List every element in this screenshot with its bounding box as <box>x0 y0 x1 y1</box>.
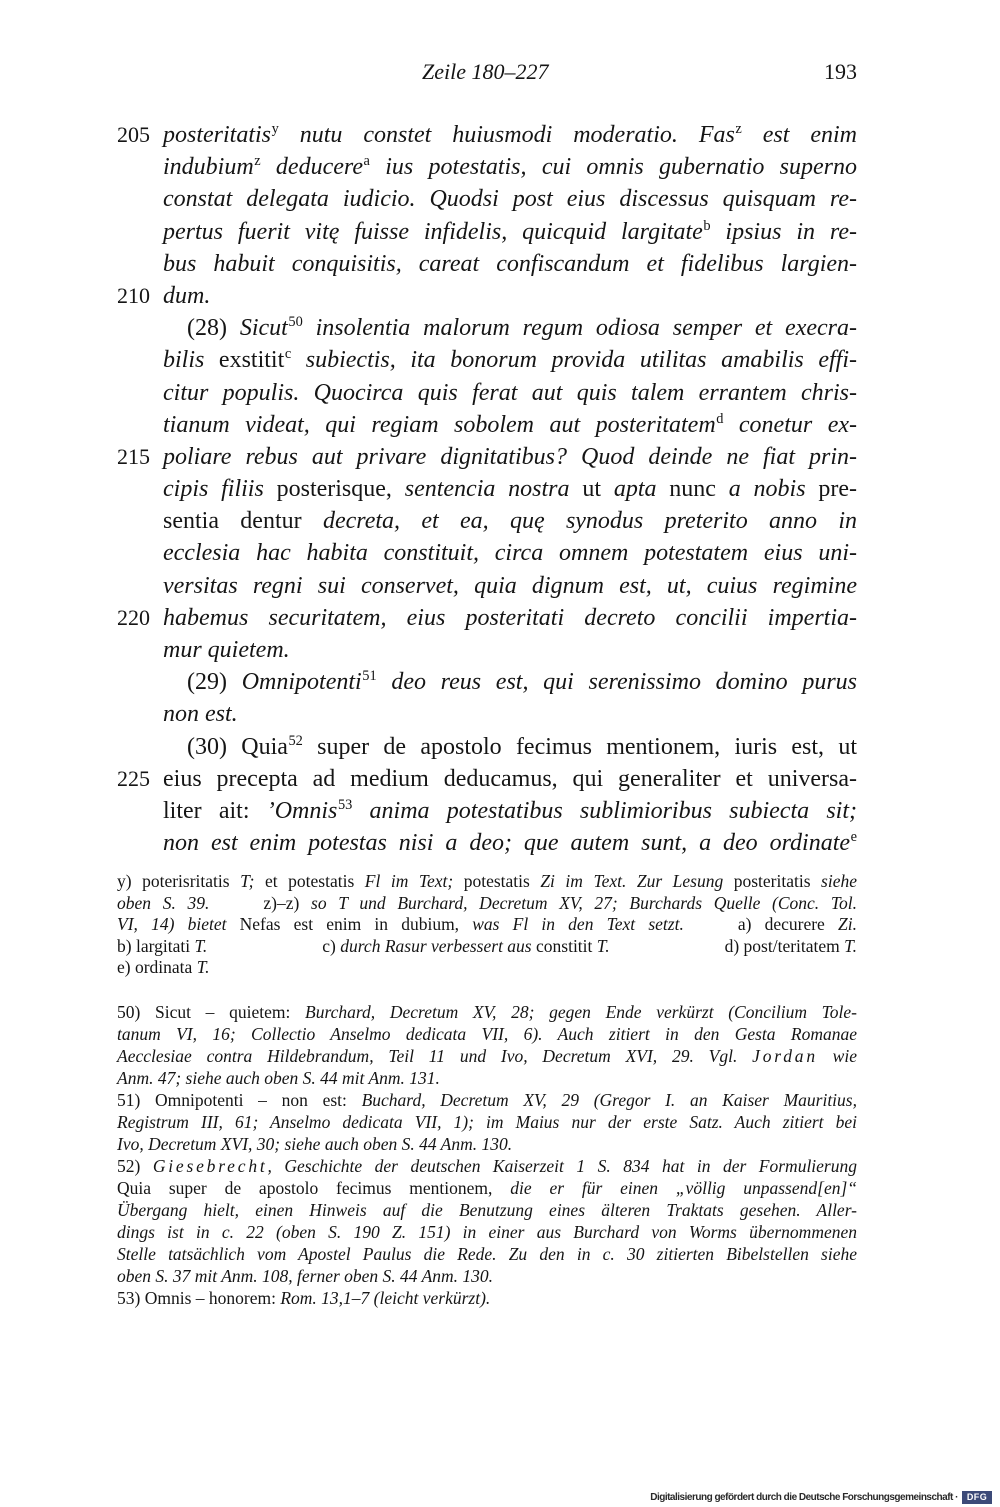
line-text <box>117 871 857 893</box>
line-text <box>117 1199 857 1221</box>
commentary-line <box>117 1067 857 1089</box>
roman-text: a) decurere <box>737 914 839 934</box>
commentary-line <box>117 1111 857 1133</box>
commentary-line <box>117 1199 857 1221</box>
italic-text: constat delegata iudicio. Quodsi post eius discessus quisquam re- <box>163 186 857 213</box>
italic-text: citur populis. Quocirca quis ferat aut quis talem errantem chris- <box>163 379 857 406</box>
italic-text: tianum videat, qui regiam sobolem aut posteritatem <box>163 411 716 438</box>
footnote-marker: z <box>254 153 261 170</box>
roman-text: (28) <box>187 315 240 342</box>
line-content <box>117 936 857 958</box>
text-line <box>117 280 857 312</box>
italic-text: Ivo, Decretum XVI, 30; siehe auch oben S. 44 Anm. 130. <box>117 1134 513 1154</box>
line-run <box>163 573 857 599</box>
commentary-line <box>117 1243 857 1265</box>
line-run <box>163 122 857 148</box>
line-number: 210 <box>117 282 150 308</box>
line-text <box>117 1133 512 1155</box>
line-text <box>117 914 857 936</box>
roman-text: y) poterisritatis <box>117 871 241 891</box>
italic-text: wie <box>817 1046 857 1066</box>
line-run <box>163 251 857 277</box>
line-run <box>117 1178 857 1198</box>
line-content <box>117 1265 857 1287</box>
line-run <box>117 1002 857 1022</box>
line-text <box>117 1111 857 1133</box>
roman-text: exstitit <box>204 347 285 374</box>
line-run <box>117 1024 857 1044</box>
italic-text: Sicut <box>239 315 288 342</box>
text-line <box>117 441 857 473</box>
apparatus-line <box>117 936 857 958</box>
text-line <box>117 570 857 602</box>
line-content <box>187 731 857 763</box>
line-run <box>117 1288 490 1308</box>
running-header <box>117 57 857 87</box>
line-text <box>117 1067 440 1089</box>
line-run <box>163 830 857 856</box>
footnote-marker: e <box>850 829 857 846</box>
line-content <box>163 377 857 409</box>
text-line <box>117 312 857 344</box>
line-content <box>163 537 857 569</box>
text-line <box>117 698 857 730</box>
line-run <box>163 219 857 245</box>
italic-text: subiectis, ita bonorum provida utilitas amabilis effi- <box>291 347 857 374</box>
italic-text: Omnipotenti <box>241 669 362 696</box>
italic-text: poliare rebus aut privare dignitatibus? Quod deinde ne fiat prin- <box>163 443 857 470</box>
footnote-marker: y <box>271 121 279 138</box>
text-line <box>117 216 857 248</box>
italic-text: deducere <box>260 154 363 181</box>
line-content <box>117 893 857 915</box>
roman-text: sentia dentur <box>163 508 323 535</box>
line-text <box>163 763 857 795</box>
roman-text: b) largitati <box>117 935 195 956</box>
footnote-marker: 53 <box>337 797 353 814</box>
roman-text: posterisque, <box>263 476 405 503</box>
line-run <box>163 637 290 663</box>
italic-text: nutu constet huiusmodi moderatio. Fas <box>278 122 735 148</box>
line-text <box>163 570 857 602</box>
apparatus-entry <box>117 914 684 934</box>
line-text <box>117 1089 857 1111</box>
text-line <box>117 409 857 441</box>
italic-text: pertus fuerit vitę fuisse infidelis, quicquid largitate <box>163 218 703 245</box>
line-text <box>163 537 857 569</box>
roman-text: ut <box>569 476 614 503</box>
italic-text: non est. <box>163 701 238 728</box>
roman-text: Quia super de apostolo fecimus mentionem, <box>117 1178 511 1198</box>
italic-text: Stelle tatsächlich vom Apostel Paulus die Rede. Zu den in c. 30 zitierten Bibelstellen siehe <box>117 1244 857 1264</box>
line-content <box>117 914 857 936</box>
line-run <box>163 444 857 470</box>
text-line <box>117 763 857 795</box>
line-run <box>163 154 857 180</box>
footnote-marker: a <box>363 153 370 170</box>
commentary-line <box>117 1045 857 1067</box>
line-run <box>187 669 857 695</box>
text-line <box>117 151 857 183</box>
italic-text: decreta, et ea, quę synodus preterito anno in <box>322 508 858 535</box>
text-line <box>117 795 857 827</box>
line-content <box>117 1177 857 1199</box>
text-line <box>117 183 857 215</box>
line-text <box>117 1177 857 1199</box>
apparatus-entry <box>263 893 857 913</box>
line-text <box>163 280 210 312</box>
line-run <box>163 605 857 631</box>
dfg-logo: DFG <box>962 1491 992 1504</box>
commentary-note <box>117 1155 857 1287</box>
line-content <box>117 1199 857 1221</box>
apparatus-entry <box>117 936 207 958</box>
footnote-marker: 52 <box>288 732 303 749</box>
line-content <box>117 1089 857 1111</box>
line-run <box>187 315 857 341</box>
commentary-note <box>117 1001 857 1089</box>
line-text <box>163 505 857 537</box>
commentary-line <box>117 1265 857 1287</box>
line-number: 205 <box>117 122 150 147</box>
italic-text: , Geschichte der deutschen Kaiserzeit 1 S. 834 hat in der Formulierung <box>267 1156 857 1176</box>
apparatus-line <box>117 914 857 936</box>
line-content <box>117 1001 857 1023</box>
italic-text: T; <box>240 871 255 891</box>
line-content <box>163 795 857 827</box>
line-content <box>117 1155 857 1177</box>
text-line <box>117 537 857 569</box>
italic-text: T. <box>844 935 857 956</box>
line-content <box>163 216 857 248</box>
italic-text: conetur ex- <box>723 411 858 438</box>
roman-text: eius precepta ad medium deducamus, qui generaliter et universa- <box>163 765 857 792</box>
line-text <box>163 795 857 827</box>
line-content <box>163 827 857 859</box>
line-run <box>117 1244 857 1264</box>
line-content <box>117 1243 857 1265</box>
line-run <box>117 1200 857 1220</box>
line-run <box>163 412 857 438</box>
line-text <box>163 216 857 248</box>
line-run <box>117 1222 857 1242</box>
italic-text: mur quietem. <box>163 637 290 663</box>
commentary-line <box>117 1287 857 1309</box>
critical-apparatus <box>117 871 857 979</box>
line-text <box>117 1023 857 1045</box>
line-content <box>117 957 857 979</box>
line-content <box>163 698 857 730</box>
footnote-marker: b <box>703 217 711 234</box>
roman-text: et potestatis <box>254 871 365 891</box>
text-line <box>117 473 857 505</box>
italic-text: Zi. <box>838 914 857 934</box>
line-content <box>163 634 857 666</box>
line-text <box>163 698 238 730</box>
roman-text: potestatis <box>453 871 541 891</box>
line-text <box>163 119 857 151</box>
footnote-marker: 50 <box>288 314 303 331</box>
text-line <box>117 827 857 859</box>
italic-text: bus habuit conquisitis, careat confiscandum et fidelibus largien- <box>163 250 857 277</box>
italic-text: durch Rasur verbessert aus <box>340 935 532 956</box>
apparatus-line <box>117 871 857 893</box>
italic-text: Fl im Text; <box>364 871 454 891</box>
italic-text: oben S. 39. <box>117 892 210 913</box>
line-content <box>187 666 857 698</box>
italic-text: anima potestatibus sublimioribus subiecta sit; <box>352 797 857 824</box>
line-text <box>163 441 857 473</box>
line-text <box>117 1243 857 1265</box>
line-text <box>163 248 857 280</box>
line-text <box>187 666 857 698</box>
line-content <box>117 1023 857 1045</box>
main-text <box>117 119 857 859</box>
line-content <box>117 1287 857 1309</box>
line-text <box>163 634 290 666</box>
line-content <box>163 570 857 602</box>
italic-text: bilis <box>163 347 205 374</box>
apparatus-line <box>117 893 857 915</box>
line-text <box>163 473 857 505</box>
line-text <box>117 893 857 915</box>
line-text <box>117 1287 490 1309</box>
italic-text: ecclesia hac habita constituit, circa omnem potestatem eius uni- <box>163 540 857 567</box>
italic-text: Rom. 13,1–7 (leicht verkürzt). <box>280 1288 491 1308</box>
text-line <box>117 119 857 151</box>
line-text <box>163 377 857 409</box>
italic-text: siehe <box>821 871 857 891</box>
line-text <box>117 1265 493 1287</box>
italic-text: oben S. 37 mit Anm. 108, ferner oben S. 44 Anm. 130. <box>117 1266 494 1286</box>
line-run <box>117 1068 440 1088</box>
line-text <box>117 1045 857 1067</box>
italic-text: T. <box>194 935 208 956</box>
roman-text: (30) Quia <box>187 733 288 760</box>
line-text <box>187 312 857 344</box>
italic-text: Registrum III, 61; Anselmo dedicata VII, 1); im Maius nur der erste Satz. Auch zitiert bei <box>117 1112 857 1132</box>
running-title: Zeile 180–227 <box>422 59 549 84</box>
line-content <box>163 119 857 151</box>
line-run <box>163 476 857 502</box>
line-run <box>163 766 857 792</box>
roman-text: 53) Omnis – honorem: <box>117 1288 281 1308</box>
line-text <box>187 731 857 763</box>
italic-text: Buchard, Decretum XV, 29 (Gregor I. an Kaiser Mauritius, <box>361 1090 857 1110</box>
roman-text: 52) <box>117 1156 153 1176</box>
line-text <box>117 1221 857 1243</box>
italic-text: T. <box>196 957 210 977</box>
italic-text: ipsius in re- <box>710 218 857 245</box>
roman-text: Nefas est enim in dubium, <box>226 914 473 934</box>
italic-text: Aecclesiae contra Hildebrandum, Teil 11 und Ivo, Decretum XVI, 29. Vgl. <box>117 1046 753 1066</box>
italic-text: dum. <box>163 282 211 309</box>
line-run <box>163 798 857 824</box>
line-run <box>117 1156 857 1176</box>
line-content <box>163 151 857 183</box>
footnote-marker: z <box>735 121 742 138</box>
italic-text: was Fl in den Text setzt. <box>472 914 684 934</box>
apparatus-entry <box>725 936 857 958</box>
apparatus-entry <box>117 893 209 913</box>
line-number: 215 <box>117 443 150 469</box>
line-number: 220 <box>117 604 150 630</box>
roman-text: 51) Omnipotenti – non est: <box>117 1090 362 1110</box>
roman-text: z)–z) <box>263 892 312 913</box>
text-line <box>117 248 857 280</box>
apparatus-entry <box>322 936 609 958</box>
line-content <box>117 1067 857 1089</box>
italic-text: Burchard, Decretum XV, 28; gegen Ende verkürzt (Concilium Tole- <box>305 1002 857 1022</box>
commentary-notes <box>117 1001 857 1309</box>
footnote-marker: d <box>716 410 724 427</box>
italic-text: die er für einen „völlig unpassend[en]“ <box>510 1178 858 1198</box>
italic-text: apta <box>613 476 657 503</box>
funding-note: Digitalisierung gefördert durch die Deutsche Forschungsgemeinschaft · <box>650 1491 958 1503</box>
italic-text: tanum VI, 16; Collectio Anselmo dedicata VII, 6). Auch zitiert in den Gesta Romanae <box>117 1024 857 1044</box>
line-content <box>117 1111 857 1133</box>
line-run <box>117 1266 493 1286</box>
line-text <box>117 1001 857 1023</box>
roman-text: c) <box>322 935 341 956</box>
italic-text: sentencia nostra <box>404 476 570 503</box>
roman-text: nunc <box>656 476 729 503</box>
line-content <box>163 183 857 215</box>
line-text <box>163 344 857 376</box>
roman-text: super de apostolo fecimus mentionem, iuris est, ut <box>302 733 857 760</box>
italic-text: so T und Burchard, Decretum XV, 27; Burchards Quelle (Conc. Tol. <box>311 892 857 913</box>
line-content <box>163 409 857 441</box>
text-line <box>117 731 857 763</box>
italic-text: Giesebrecht <box>152 1156 268 1176</box>
line-content <box>163 505 857 537</box>
commentary-line <box>117 1089 857 1111</box>
roman-text: (29) <box>187 669 242 696</box>
line-content <box>163 280 857 312</box>
line-content <box>163 344 857 376</box>
line-content <box>117 1045 857 1067</box>
line-content <box>117 1133 857 1155</box>
line-content <box>163 473 857 505</box>
roman-text: posteritatis <box>723 871 822 891</box>
line-number: 225 <box>117 765 150 791</box>
commentary-note <box>117 1287 857 1309</box>
italic-text: posteritatis <box>163 122 272 148</box>
italic-text: habemus securitatem, eius posteritati decreto concilii impertia- <box>163 604 857 631</box>
text-line <box>117 634 857 666</box>
line-content <box>163 602 857 634</box>
italic-text: Übergang hielt, einen Hinweis auf die Benutzung eines älteren Traktats gesehen. Aller- <box>117 1200 857 1220</box>
roman-text: 50) Sicut – quietem: <box>117 1002 306 1022</box>
digitization-footer <box>650 1489 992 1505</box>
italic-text: est enim <box>741 122 858 148</box>
line-run <box>163 701 238 727</box>
commentary-line <box>117 1155 857 1177</box>
line-text <box>163 183 857 215</box>
italic-text: ’Omnis <box>266 797 338 824</box>
italic-text: versitas regni sui conservet, quia dignum est, ut, cuius regimine <box>163 572 857 599</box>
commentary-note <box>117 1089 857 1155</box>
commentary-line <box>117 1221 857 1243</box>
italic-text: VI, 14) bietet <box>117 914 227 934</box>
line-content <box>163 763 857 795</box>
italic-text: Zi im Text. Zur Lesung <box>540 871 724 891</box>
text-line <box>117 344 857 376</box>
line-run <box>163 380 857 406</box>
roman-text: pre- <box>805 476 858 503</box>
line-text <box>163 827 857 859</box>
line-run <box>163 186 857 212</box>
italic-text: non est enim potestas nisi a deo; que autem sunt, a deo ordinate <box>163 830 851 857</box>
line-text <box>117 957 210 979</box>
commentary-line <box>117 1001 857 1023</box>
line-content <box>163 248 857 280</box>
text-line <box>117 505 857 537</box>
page-number: 193 <box>824 59 857 84</box>
line-content <box>187 312 857 344</box>
line-run <box>117 1112 857 1132</box>
italic-text: deo reus est, qui serenissimo domino purus <box>376 669 858 696</box>
italic-text: ius potestatis, cui omnis gubernatio superno <box>369 154 857 181</box>
apparatus-entry <box>117 871 857 891</box>
line-content <box>163 441 857 473</box>
apparatus-entry <box>117 957 210 977</box>
italic-text: Anm. 47; siehe auch oben S. 44 mit Anm. 131. <box>117 1068 440 1088</box>
line-text <box>163 151 857 183</box>
line-content <box>117 1221 857 1243</box>
line-run <box>117 1046 857 1066</box>
line-run <box>187 734 857 760</box>
italic-text: a nobis <box>728 476 806 503</box>
line-text <box>163 409 857 441</box>
italic-text: cipis filiis <box>163 476 264 503</box>
commentary-line <box>117 1177 857 1199</box>
italic-text: indubium <box>163 154 254 181</box>
footnote-marker: 51 <box>362 668 377 685</box>
commentary-line <box>117 1133 857 1155</box>
footnote-marker: c <box>284 346 292 363</box>
roman-text: e) ordinata <box>117 957 197 977</box>
text-line <box>117 666 857 698</box>
line-run <box>163 347 857 373</box>
italic-text: T. <box>596 935 610 956</box>
italic-text: Jordan <box>752 1046 818 1066</box>
line-text <box>163 602 857 634</box>
apparatus-line <box>117 957 857 979</box>
line-run <box>163 283 210 309</box>
text-line <box>117 377 857 409</box>
commentary-line <box>117 1023 857 1045</box>
roman-text: liter ait: <box>163 797 267 824</box>
italic-text: dings ist in c. 22 (oben S. 190 Z. 151) in einer aus Burchard von Worms übernommenen <box>117 1222 857 1242</box>
roman-text: d) post/teritatem <box>724 935 845 956</box>
italic-text: insolentia malorum regum odiosa semper et execra- <box>302 315 858 342</box>
line-run <box>117 1090 857 1110</box>
roman-text: constitit <box>531 935 597 956</box>
line-content <box>117 871 857 893</box>
line-run <box>163 540 857 566</box>
line-run <box>117 1134 512 1154</box>
apparatus-entry <box>738 914 857 934</box>
line-run <box>163 508 857 534</box>
line-text <box>117 1155 857 1177</box>
text-line <box>117 602 857 634</box>
